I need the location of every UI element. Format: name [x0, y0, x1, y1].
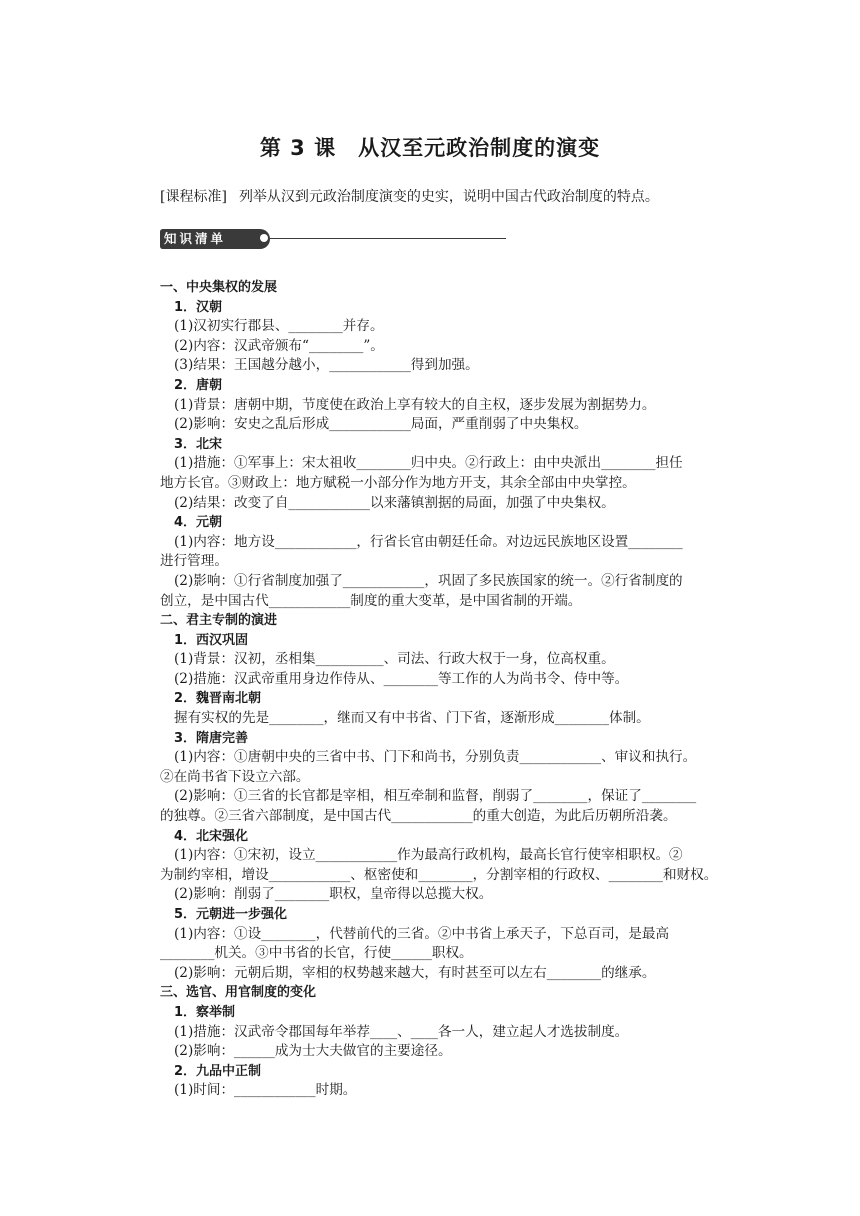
text-line: (2)影响：①行省制度加强了____________，巩固了多民族国家的统一。②行省制度的: [174, 572, 683, 589]
text-line: (1)内容：①宋初，设立____________作为最高行政机构，最高长官行使宰相职权。②: [174, 847, 683, 864]
text-line: (1)时间：____________时期。: [174, 1082, 357, 1099]
text-line: (2)影响：______成为士大夫做官的主要途径。: [174, 1043, 452, 1060]
subsection-heading: 1．汉朝: [174, 299, 223, 315]
subsection-heading: 4．北宋强化: [174, 828, 249, 844]
text-line: (2)影响：削弱了________职权，皇帝得以总揽大权。: [174, 886, 493, 903]
text-line: (1)内容：地方设____________，行省长官由朝廷任命。对边远民族地区设置________: [174, 533, 683, 550]
text-line: (1)背景：汉初，丞相集__________、司法、行政大权于一身，位高权重。: [174, 651, 615, 668]
banner-dot-icon: [260, 234, 268, 242]
text-line: (1)内容：①设________，代替前代的三省。②中书省上承天子，下总百司，是最高: [174, 925, 670, 942]
subsection-heading: 2．九品中正制: [174, 1063, 262, 1079]
text-line: (1)内容：①唐朝中央的三省中书、门下和尚书，分别负责____________、审议和执行。: [174, 749, 697, 766]
text-line: (2)措施：汉武帝重用身边作侍从、________等工作的人为尚书令、侍中等。: [174, 670, 629, 687]
section-heading: 一、中央集权的发展: [160, 280, 278, 295]
text-line: (2)结果：改变了自____________以来藩镇割据的局面，加强了中央集权。: [174, 494, 615, 511]
text-line: 创立，是中国古代____________制度的重大变革，是中国省制的开端。: [160, 592, 582, 609]
subsection-heading: 1．西汉巩固: [174, 632, 249, 648]
text-line: 的独尊。②三省六部制度，是中国古代____________的重大创造，为此后历朝所沿袭。: [160, 808, 677, 825]
subsection-heading: 2．唐朝: [174, 377, 223, 393]
content-body: [160, 278, 732, 1101]
section-heading: 二、君主专制的演进: [160, 613, 278, 629]
text-line: (1)汉初实行郡县、________并存。: [174, 318, 384, 335]
text-line: (1)措施：①军事上：宋太祖收________归中央。②行政上：由中央派出________担任: [174, 455, 683, 472]
text-line: (3)结果：王国越分越小，____________得到加强。: [174, 357, 479, 374]
subsection-heading: 3．北宋: [174, 436, 223, 452]
text-line: (1)措施：汉武帝令郡国每年举荐____、____各一人，建立起人才选拔制度。: [174, 1023, 629, 1040]
banner-label: 知识清单: [160, 229, 270, 249]
subsection-heading: 2．魏晋南北朝: [174, 691, 262, 707]
subsection-heading: 5．元朝进一步强化: [174, 907, 288, 922]
text-line: (2)影响：①三省的长官都是宰相，相互牵制和监督，削弱了________，保证了________: [174, 788, 697, 805]
text-line: (2)影响：安史之乱后形成____________局面，严重削弱了中央集权。: [174, 416, 588, 433]
subsection-heading: 4．元朝: [174, 515, 223, 531]
text-line: ②在尚书省下设立六部。: [160, 768, 310, 785]
text-line: 为制约宰相，增设____________、枢密使和________，分割宰相的行政权、________和财权。: [160, 866, 718, 883]
banner-divider: [270, 238, 506, 239]
section-banner: [160, 228, 506, 250]
subsection-heading: 1．察举制: [174, 1004, 236, 1020]
course-standard-tag: [课程标准]: [160, 189, 227, 205]
text-line: 进行管理。: [160, 553, 228, 570]
page-title: 第 3 课 从汉至元政治制度的演变: [259, 136, 601, 160]
text-line: (1)背景：唐朝中期，节度使在政治上享有较大的自主权，逐步发展为割据势力。: [174, 396, 656, 413]
course-standard: [160, 186, 659, 206]
subsection-heading: 3．隋唐完善: [174, 730, 249, 746]
text-line: 地方长官。③财政上：地方赋税一小部分作为地方开支，其余全部由中央掌控。: [160, 474, 636, 491]
text-line: (2)影响：元朝后期，宰相的权势越来越大，有时甚至可以左右________的继承。: [174, 964, 656, 981]
text-line: 握有实权的先是________，继而又有中书省、门下省，逐渐形成________体制。: [174, 710, 650, 727]
text-line: (2)内容：汉武帝颁布“________”。: [174, 337, 384, 354]
section-heading: 三、选官、用官制度的变化: [160, 985, 317, 1001]
course-standard-text: 列举从汉到元政治制度演变的史实，说明中国古代政治制度的特点。: [238, 189, 659, 205]
text-line: ________机关。③中书省的长官，行使______职权。: [160, 945, 473, 962]
